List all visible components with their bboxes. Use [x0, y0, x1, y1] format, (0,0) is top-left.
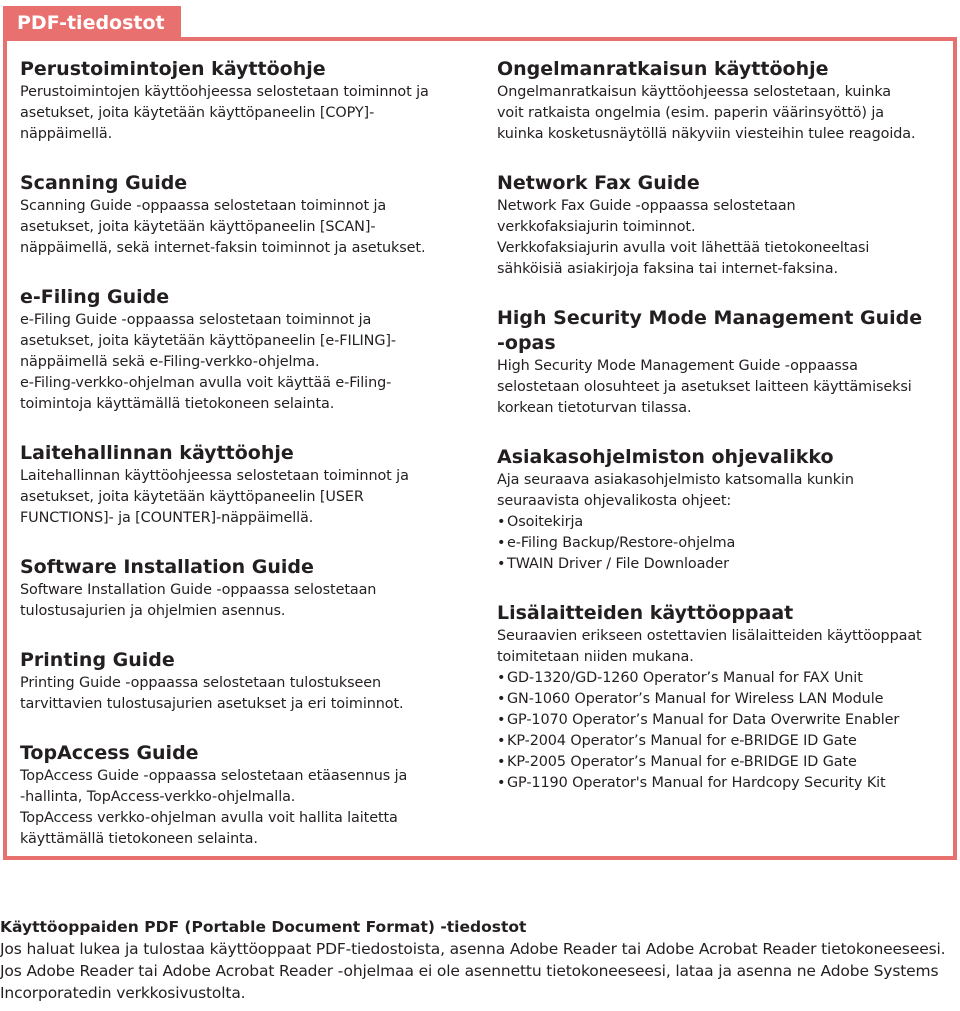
guide-title: Scanning Guide [20, 172, 188, 194]
guide-section [20, 441, 460, 529]
description-line: TopAccess verkko-ohjelman avulla voit hallita laitetta [20, 810, 398, 826]
description-line: e-Filing-verkko-ohjelman avulla voit käyttää e-Filing- [20, 375, 392, 391]
bullet-item: • Osoitekirja [497, 512, 942, 533]
description-line: Network Fax Guide -oppaassa selostetaan [497, 198, 796, 214]
description-line: Scanning Guide -oppaassa selostetaan toiminnot ja [20, 198, 387, 214]
bullet-item: • GP-1190 Operator's Manual for Hardcopy Security Kit [497, 773, 942, 794]
description-line: näppäimellä sekä e-Filing-verkko-ohjelma. [20, 354, 320, 370]
guide-title: Network Fax Guide [497, 172, 700, 194]
bullet-item: • e-Filing Backup/Restore-ohjelma [497, 533, 942, 554]
footer-line: Incorporatedin verkkosivustolta. [0, 984, 246, 1002]
description-line: Printing Guide -oppaassa selostetaan tulostukseen [20, 675, 382, 691]
description-line: Laitehallinnan käyttöohjeessa selostetaan toiminnot ja [20, 468, 409, 484]
description-line: tarvittavien tulostusajurien asetukset ja eri toiminnot. [20, 696, 404, 712]
description-line: Software Installation Guide -oppaassa selostetaan [20, 582, 377, 598]
description-line: toimintoja käyttämällä tietokoneen selainta. [20, 396, 335, 412]
description-line: Ongelmanratkaisun käyttöohjeessa selostetaan, kuinka [497, 84, 892, 100]
guide-description [20, 766, 460, 850]
description-line: sähköisiä asiakirjoja faksina tai internet-faksina. [497, 261, 838, 277]
right-column [497, 57, 942, 794]
bullet-item: • GN-1060 Operator’s Manual for Wireless LAN Module [497, 689, 942, 710]
guide-description [497, 470, 942, 575]
description-line: asetukset, joita käytetään käyttöpaneelin [SCAN]- [20, 219, 376, 235]
description-line: -hallinta, TopAccess-verkko-ohjelmalla. [20, 789, 296, 805]
description-line: Perustoimintojen käyttöohjeessa selostetaan toiminnot ja [20, 84, 429, 100]
guide-description [497, 356, 942, 419]
description-line: Aja seuraava asiakasohjelmisto katsomalla kunkin [497, 472, 854, 488]
pdf-info-footer [0, 917, 960, 1004]
guide-section [497, 171, 942, 280]
description-line: High Security Mode Management Guide -oppaassa [497, 358, 858, 374]
footer-title: Käyttöoppaiden PDF (Portable Document Format) -tiedostot [0, 918, 527, 936]
description-line: asetukset, joita käytetään käyttöpaneelin [USER [20, 489, 364, 505]
guide-section [20, 57, 460, 145]
description-line: asetukset, joita käytetään käyttöpaneelin [COPY]- [20, 105, 375, 121]
guide-title: High Security Mode Management Guide [497, 307, 923, 329]
bullet-list [497, 512, 942, 575]
bullet-list [497, 668, 942, 794]
footer-body [0, 938, 960, 1004]
description-line: käyttämällä tietokoneen selainta. [20, 831, 258, 847]
guide-description [20, 196, 460, 259]
guide-title-continued: -opas [497, 332, 556, 354]
description-line: selostetaan olosuhteet ja asetukset laitteen käyttämiseksi [497, 379, 912, 395]
guide-title: Perustoimintojen käyttöohje [20, 58, 326, 80]
description-line: asetukset, joita käytetään käyttöpaneelin [e-FILING]- [20, 333, 396, 349]
description-line: tulostusajurien ja ohjelmien asennus. [20, 603, 286, 619]
guide-title: Printing Guide [20, 649, 175, 671]
description-line: toimitetaan niiden mukana. [497, 649, 694, 665]
guide-section [497, 601, 942, 794]
guide-section [20, 555, 460, 622]
guide-title: Lisälaitteiden käyttöoppaat [497, 602, 794, 624]
description-line: TopAccess Guide -oppaassa selostetaan etäasennus ja [20, 768, 408, 784]
bullet-item: • TWAIN Driver / File Downloader [497, 554, 942, 575]
description-line: Verkkofaksiajurin avulla voit lähettää tietokoneeltasi [497, 240, 870, 256]
guide-title: Laitehallinnan käyttöohje [20, 442, 294, 464]
guide-section [20, 171, 460, 259]
guide-section [497, 306, 942, 419]
guide-section [497, 445, 942, 575]
guide-description [497, 626, 942, 794]
bullet-item: • KP-2004 Operator’s Manual for e-BRIDGE ID Gate [497, 731, 942, 752]
guide-section [20, 741, 460, 850]
description-line: FUNCTIONS]- ja [COUNTER]-näppäimellä. [20, 510, 314, 526]
guide-section [497, 57, 942, 145]
section-tab: PDF-tiedostot [3, 6, 181, 40]
guide-title: Ongelmanratkaisun käyttöohje [497, 58, 829, 80]
bullet-item: • KP-2005 Operator’s Manual for e-BRIDGE ID Gate [497, 752, 942, 773]
footer-line: Jos Adobe Reader tai Adobe Acrobat Reader -ohjelmaa ei ole asennettu tietokoneeseesi, lataa ja asenna ne Adobe Systems [0, 962, 939, 980]
description-line: e-Filing Guide -oppaassa selostetaan toiminnot ja [20, 312, 372, 328]
guide-description [20, 82, 460, 145]
guide-section [20, 648, 460, 715]
bullet-item: • GP-1070 Operator’s Manual for Data Overwrite Enabler [497, 710, 942, 731]
description-line: voit ratkaista ongelmia (esim. paperin väärinsyöttö) ja [497, 105, 884, 121]
description-line: verkkofaksiajurin toiminnot. [497, 219, 696, 235]
guide-title: Asiakasohjelmiston ohjevalikko [497, 446, 834, 468]
description-line: seuraavista ohjevalikosta ohjeet: [497, 493, 732, 509]
description-line: näppäimellä. [20, 126, 113, 142]
footer-line: Jos haluat lukea ja tulostaa käyttöoppaat PDF-tiedostoista, asenna Adobe Reader tai Adobe Acrobat Reader tietokoneeseesi. [0, 940, 946, 958]
guide-section [20, 285, 460, 415]
guide-description [20, 310, 460, 415]
guide-description [497, 196, 942, 280]
left-column [20, 57, 460, 850]
guide-description [20, 466, 460, 529]
guide-title: e-Filing Guide [20, 286, 170, 308]
bullet-item: • GD-1320/GD-1260 Operator’s Manual for FAX Unit [497, 668, 942, 689]
guide-description [20, 580, 460, 622]
description-line: Seuraavien erikseen ostettavien lisälaitteiden käyttöoppaat [497, 628, 922, 644]
description-line: korkean tietoturvan tilassa. [497, 400, 692, 416]
guide-description [497, 82, 942, 145]
description-line: kuinka kosketusnäytöllä näkyviin viesteihin tulee reagoida. [497, 126, 916, 142]
guide-title: Software Installation Guide [20, 556, 314, 578]
description-line: näppäimellä, sekä internet-faksin toiminnot ja asetukset. [20, 240, 426, 256]
guide-title: TopAccess Guide [20, 742, 199, 764]
guide-description [20, 673, 460, 715]
